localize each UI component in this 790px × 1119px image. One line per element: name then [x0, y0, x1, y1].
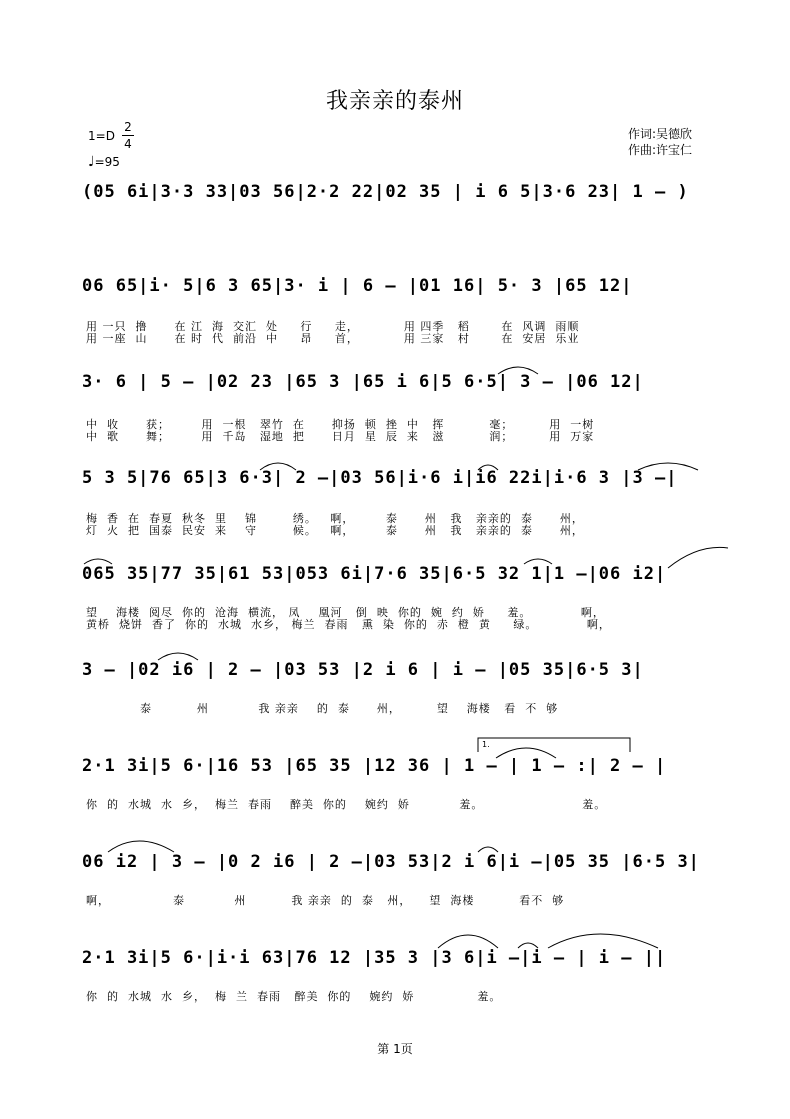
- lyric-line: 梅 香 在 春夏 秋冬 里 锦 绣。 啊， 泰 州 我 亲亲的 泰 州，: [86, 512, 584, 525]
- notation-line: [78, 558, 728, 598]
- notes-text: 3· 6 | 5 – |02 23 |65 3 |65 i 6|5 6·5| 3 – |06 12|: [82, 372, 644, 392]
- lyric-line: 望 海楼 阅尽 你的 沧海 横流， 凤 凰河 倒 映 你的 婉 约 娇 羞。 啊，: [86, 606, 605, 619]
- notation-line: [78, 176, 728, 216]
- notation-line: [78, 462, 728, 502]
- notation-line: [78, 740, 728, 790]
- lyric-line: 中 歌 舞； 用 千岛 湿地 把 日月 星 辰 来 滋 润； 用 万家: [86, 430, 595, 443]
- notation-line: [78, 942, 728, 982]
- notes-text: 2·1 3i|5 6·|16 53 |65 35 |12 36 | 1 – | 1 – :| 2 – |: [82, 756, 667, 776]
- notes-text: 3 – |02 i6 | 2 – |03 53 |2 i 6 | i – |05 35|6·5 3|: [82, 660, 644, 680]
- lyric-line: 用 一只 撸 在 江 海 交汇 处 行 走， 用 四季 稻 在 风调 雨顺: [86, 320, 580, 333]
- tempo-marking: [88, 154, 120, 170]
- time-signature: [122, 120, 134, 151]
- lyric-line: 中 收 获； 用 一根 翠竹 在 抑扬 顿 挫 中 挥 毫； 用 一树: [86, 418, 595, 431]
- time-signature-top: 2: [124, 120, 132, 134]
- lyric-line: 泰 州 我 亲亲 的 泰 州， 望 海楼 看 不 够: [86, 702, 559, 715]
- lyric-line: 啊， 泰 州 我 亲亲 的 泰 州， 望 海楼 看不 够: [86, 894, 565, 907]
- page-number: 第 1页: [377, 1042, 413, 1056]
- composer: 作曲:许宝仁: [628, 143, 693, 157]
- time-signature-bottom: 4: [124, 137, 132, 151]
- notes-text: 06 65|i· 5|6 3 65|3· i | 6 – |01 16| 5· 3 |65 12|: [82, 276, 633, 296]
- notes-text: 5 3 5|76 65|3 6·3| 2 –|03 56|i·6 i|i6 22i|i·6 3 |3 –|: [82, 468, 678, 488]
- notes-text: (05 6i|3·3 33|03 56|2·2 22|02 35 | i 6 5|3·6 23| 1 – ): [82, 182, 689, 202]
- notation-line: [78, 846, 728, 886]
- tempo-value: =95: [94, 155, 120, 169]
- notes-text: 06 i2 | 3 – |0 2 i6 | 2 –|03 53|2 i 6|i –|05 35 |6·5 3|: [82, 852, 700, 872]
- lyric-line: 灯 火 把 国泰 民安 来 守 候。 啊， 泰 州 我 亲亲的 泰 州，: [86, 524, 584, 537]
- key-signature: 1=D: [88, 129, 115, 143]
- svg-text:1.: 1.: [482, 740, 490, 749]
- lyric-line: 用 一座 山 在 时 代 前沿 中 昂 首， 用 三家 村 在 安居 乐业: [86, 332, 580, 345]
- notation-line: [78, 654, 728, 694]
- lyric-line: 你 的 水城 水 乡， 梅兰 春雨 醉美 你的 婉约 娇 羞。 羞。: [86, 798, 607, 811]
- lyric-line: 你 的 水城 水 乡， 梅 兰 春雨 醉美 你的 婉约 娇 羞。: [86, 990, 502, 1003]
- lyric-line: 黄桥 烧饼 香了 你的 水城 水乡， 梅兰 春雨 熏 染 你的 赤 橙 黄 绿。 啊，: [86, 618, 611, 631]
- notation-line: [78, 270, 728, 310]
- lyricist: 作词:吴德欣: [628, 127, 693, 141]
- notes-text: 2·1 3i|5 6·|i·i 63|76 12 |35 3 |3 6|i –|i – | i – ||: [82, 948, 667, 968]
- fraction-bar: [122, 135, 134, 136]
- notation-line: [78, 366, 728, 406]
- song-title: 我亲亲的泰州: [325, 89, 464, 114]
- credits: [628, 126, 692, 158]
- quarter-note-icon: ♩: [88, 154, 95, 170]
- notes-text: 065 35|77 35|61 53|053 6i|7·6 35|6·5 32 1|1 –|06 i2|: [82, 564, 667, 584]
